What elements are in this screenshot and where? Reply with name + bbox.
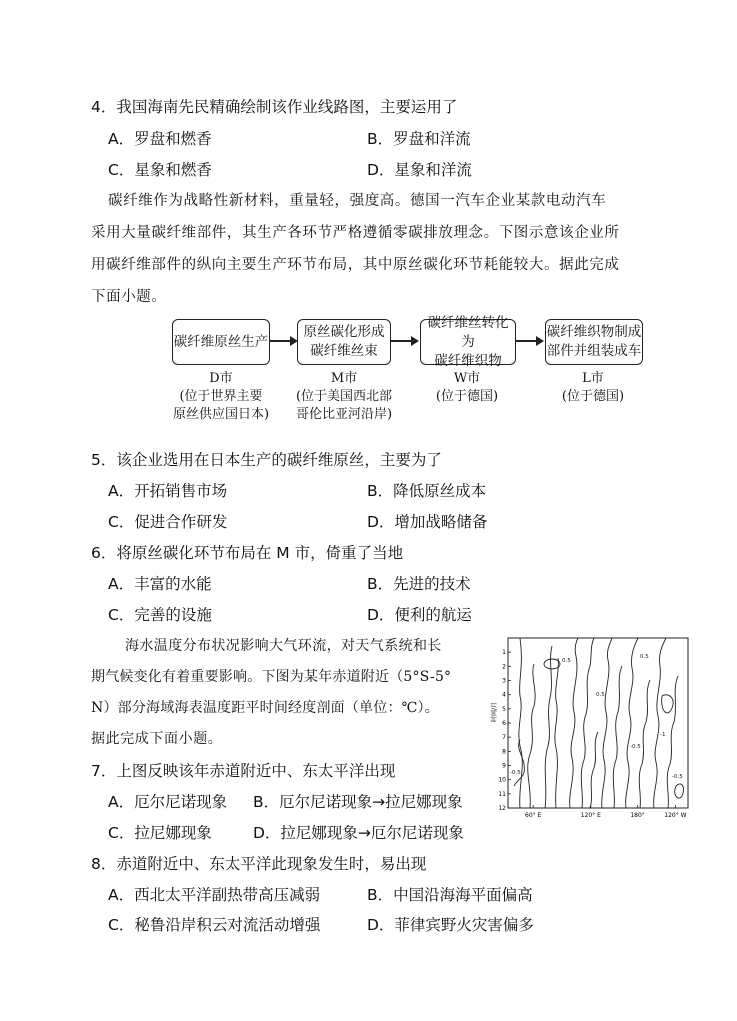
passage2-line-3: N）部分海域海表温度距平时间经度剖面（单位：℃）。 <box>91 700 439 716</box>
passage1-line-1: 碳纤维作为战略性新材料，重量轻，强度高。德国一汽车企业某款电动汽车 <box>108 193 607 209</box>
q7-stem: 7．上图反映该年赤道附近中、东太平洋出现 <box>91 762 396 780</box>
contour-label: 0.5 <box>596 692 605 698</box>
flow-caption-1-note-1: (位于世界主要 <box>179 389 263 404</box>
flow-arrow-3 <box>516 340 537 342</box>
contour-y-tick-label: 9 <box>502 762 506 770</box>
q5-option-d: D．增加战略储备 <box>367 513 488 531</box>
contour-y-tick-label: 1 <box>502 649 506 657</box>
q4-option-b: B．罗盘和洋流 <box>367 130 471 148</box>
q8-option-d: D．菲律宾野火灾害偏多 <box>367 916 534 934</box>
q4-option-c: C．星象和燃香 <box>108 161 212 179</box>
contour-y-tick-label: 8 <box>502 748 506 756</box>
passage2-line-2: 期气候变化有着重要影响。下图为某年赤道附近（5°S-5° <box>91 669 452 685</box>
contour-y-tick-label: 6 <box>502 720 506 727</box>
flow-caption-4-note-1: (位于德国) <box>561 389 625 404</box>
flow-box-3-line-2: 碳纤维织物 <box>434 352 502 369</box>
flow-caption-4 <box>545 370 641 406</box>
flow-caption-1-city: D市 <box>209 371 233 386</box>
q7-option-b: B．厄尔尼诺现象→拉尼娜现象 <box>253 793 463 811</box>
flow-box-4-line-1: 碳纤维织物制成 <box>546 324 642 340</box>
flow-caption-2 <box>287 370 401 424</box>
q5-option-c: C．促进合作研发 <box>108 513 228 531</box>
contour-label: 0.5 <box>562 658 571 664</box>
contour-label: 0.5 <box>640 654 649 660</box>
flow-box-4 <box>545 319 643 365</box>
flow-caption-1 <box>165 370 277 424</box>
passage1-line-3: 用碳纤维部件的纵向主要生产环节布局，其中原丝碳化环节耗能较大。据此完成 <box>91 257 620 273</box>
contour-y-tick-label: 10 <box>498 776 506 784</box>
flow-box-2-line-2: 碳纤维丝束 <box>310 343 378 359</box>
contour-y-tick-label: 5 <box>502 705 506 713</box>
q8-option-c: C．秘鲁沿岸积云对流活动增强 <box>108 916 321 934</box>
contour-y-axis-label: 时间/月 <box>491 701 498 722</box>
q6-option-a: A．丰富的水能 <box>108 575 212 593</box>
q7-option-a: A．厄尔尼诺现象 <box>108 793 228 811</box>
q6-option-d: D．便利的航运 <box>367 606 472 624</box>
passage1-line-4: 下面小题。 <box>91 289 167 305</box>
contour-y-tick-label: 12 <box>498 805 506 812</box>
flow-caption-3-city: W市 <box>453 371 481 386</box>
q7-option-c: C．拉尼娜现象 <box>108 824 212 842</box>
flow-box-4-line-2: 部件并组装成车 <box>546 343 642 359</box>
q6-option-c: C．完善的设施 <box>108 606 212 624</box>
q8-option-a: A．西北太平洋副热带高压减弱 <box>108 886 321 904</box>
contour-y-tick-label: 7 <box>502 734 506 742</box>
flow-box-1 <box>172 319 270 365</box>
q5-option-a: A．开拓销售市场 <box>108 482 228 500</box>
flow-box-3-line-1: 碳纤维丝转化为 <box>427 314 509 350</box>
passage2-line-1: 海水温度分布状况影响大气环流，对天气系统和长 <box>125 638 442 654</box>
flow-caption-1-note-2: 原丝供应国日本) <box>172 407 270 422</box>
contour-label: -0.5 <box>510 770 521 776</box>
contour-x-tick-label: 120° W <box>664 812 687 819</box>
flow-box-3 <box>420 314 516 369</box>
q8-option-b: B．中国沿海海平面偏高 <box>367 886 533 904</box>
contour-label: -1 <box>660 732 666 738</box>
flow-caption-2-city: M市 <box>330 371 358 386</box>
flow-box-1-text: 碳纤维原丝生产 <box>173 333 269 350</box>
passage1-line-2: 采用大量碳纤维部件，其生产各环节严格遵循零碳排放理念。下图示意该企业所 <box>91 225 620 241</box>
contour-y-tick-label: 11 <box>498 790 506 798</box>
flow-box-2-line-1: 原丝碳化形成 <box>303 324 385 340</box>
contour-plot-frame <box>508 638 688 808</box>
flow-arrow-2 <box>391 340 412 342</box>
flow-caption-3-note-1: (位于德国) <box>435 389 499 404</box>
q6-option-b: B．先进的技术 <box>367 575 471 593</box>
flow-caption-2-note-1: (位于美国西北部 <box>295 389 393 404</box>
flow-caption-2-note-2: 哥伦比亚河沿岸) <box>295 407 393 422</box>
q4-stem: 4．我国海南先民精确绘制该作业线路图，主要运用了 <box>91 98 458 116</box>
q4-option-a: A．罗盘和燃香 <box>108 130 212 148</box>
q5-stem: 5．该企业选用在日本生产的碳纤维原丝，主要为了 <box>91 451 442 469</box>
q4-option-d: D．星象和洋流 <box>367 161 472 179</box>
q8-stem: 8．赤道附近中、东太平洋此现象发生时，易出现 <box>91 855 427 873</box>
contour-label: -0.5 <box>630 744 641 750</box>
q5-option-b: B．降低原丝成本 <box>367 482 487 500</box>
contour-y-tick-label: 3 <box>502 677 506 685</box>
contour-label: -0.5 <box>672 774 683 780</box>
contour-y-tick-label: 4 <box>502 691 506 699</box>
sst-anomaly-contour-chart <box>490 636 690 822</box>
flow-box-2 <box>297 319 391 365</box>
flow-caption-4-city: L市 <box>582 371 604 386</box>
contour-y-tick-label: 2 <box>502 663 506 671</box>
q6-stem: 6．将原丝碳化环节布局在 M 市，倚重了当地 <box>91 544 404 562</box>
flow-caption-3 <box>420 370 514 406</box>
contour-x-tick-label: 120° E <box>580 812 601 819</box>
flow-arrow-1 <box>270 340 291 342</box>
passage2-line-4: 据此完成下面小题。 <box>91 731 223 747</box>
q7-option-d: D．拉尼娜现象→厄尔尼诺现象 <box>253 824 464 842</box>
contour-x-tick-label: 180° <box>630 812 645 819</box>
contour-x-tick-label: 60° E <box>525 812 542 819</box>
